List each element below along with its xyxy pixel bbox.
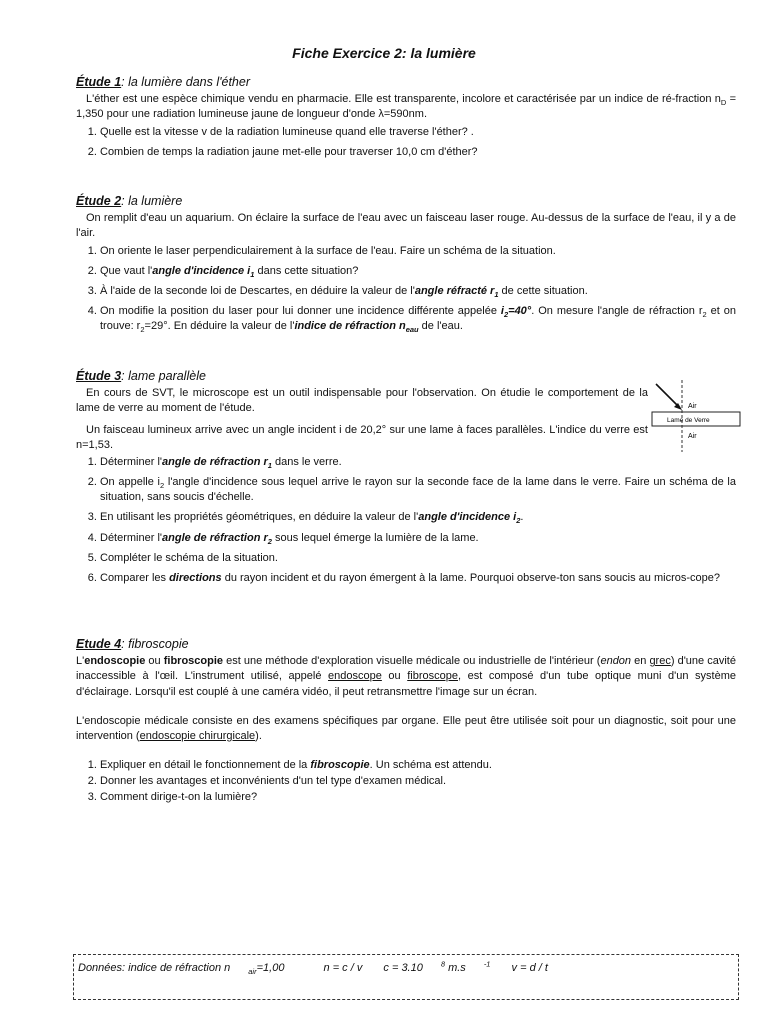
q-emphasis: fibroscopie: [310, 759, 370, 772]
question-item: [100, 304, 736, 334]
q-emphasis: angle d'incidence i: [152, 264, 251, 277]
data-text: =1,00: [256, 962, 285, 974]
superscript: -1: [483, 959, 491, 969]
q-emphasis: angle de réfraction r: [162, 455, 268, 468]
question-item: [100, 510, 736, 525]
data-text: m.s: [445, 962, 466, 974]
q-text: Que vaut l': [100, 264, 153, 277]
intro-text: = 1,350 pour une radiation lumineuse jaune de longueur d'onde λ=590nm.: [76, 93, 736, 121]
question-list: [76, 125, 736, 160]
formula-v: v = d / t: [511, 962, 548, 974]
q-text: Comparer les: [100, 571, 170, 584]
question-item: 3. Comment dirige-t-on la lumière?: [100, 790, 736, 805]
q-text: À l'aide de la seconde loi de Descartes, en déduire la valeur de l': [100, 284, 415, 297]
section-label: Etude 4: [76, 637, 122, 651]
p-text: , est composé d'un tube optique muni d'un système d'éclairage. Lorsqu'il est couplé à une caméra vidéo, il peut retransmettre l'image sur un écran.: [76, 670, 736, 698]
formula-c: [383, 959, 491, 974]
q-text: l'angle d'incidence sous lequel arrive le rayon sur la seconde face de la lame dans le verre. Faire un schéma de la situation, sans soucis d'échelle.: [100, 476, 736, 504]
p-text: L'endoscopie médicale consiste en des examens spécifiques par organe. Elle peut être utilisée soit pour un diagnostic, soit pour une intervention (: [76, 714, 736, 742]
p-bold: endoscopie: [84, 655, 146, 668]
air-top-label: Air: [688, 403, 697, 410]
q-text: Déterminer l': [100, 455, 163, 468]
q-text: et on trouve: r: [100, 305, 736, 333]
q-text: On modifie la position du laser pour lui donner une incidence différente appelée: [100, 305, 501, 318]
section-heading: [76, 636, 736, 653]
subscript: 1: [494, 290, 499, 300]
q-emphasis: directions: [169, 571, 222, 584]
p-link[interactable]: grec: [649, 655, 671, 668]
p-text: L': [76, 655, 85, 668]
section-subtitle: : la lumière: [121, 194, 183, 208]
p-text: ou: [145, 655, 164, 668]
q-text: Déterminer l': [100, 531, 163, 544]
section-label: Étude 3: [76, 369, 122, 383]
section-etude-2: [76, 193, 736, 339]
subscript: 2: [702, 310, 707, 320]
data-box: [73, 954, 739, 1000]
intro-text: L'éther est une espèce chimique vendu en pharmacie. Elle est transparente, incolore et caractérisée par un indice de ré-fraction n: [86, 93, 721, 106]
section-intro: [76, 92, 736, 122]
subscript: 1: [250, 269, 255, 279]
question-item: [100, 758, 736, 773]
data-index: [78, 962, 302, 977]
subscript: 2: [267, 536, 272, 546]
q-text: Expliquer en détail le fonctionnement de la: [100, 759, 311, 772]
subscript: D: [720, 98, 727, 108]
q-text: . Un schéma est attendu.: [369, 759, 492, 772]
q-text: =29°. En déduire la valeur de l': [144, 320, 295, 333]
subscript: 1: [267, 461, 272, 471]
plate-label: Lame de Verre: [667, 417, 710, 424]
q-text: dans cette situation?: [254, 264, 359, 277]
section-heading: [76, 74, 736, 91]
q-emphasis: i: [500, 305, 504, 318]
question-item: 5. Compléter le schéma de la situation.: [100, 551, 736, 566]
air-bottom-label: Air: [688, 433, 697, 440]
superscript: 8: [440, 959, 446, 969]
section-intro: Un faisceau lumineux arrive avec un angle incident i de 20,2° sur une lame à faces parallèles. L'indice du verre est n=1,53.: [76, 423, 648, 451]
section-subtitle: : lame parallèle: [121, 369, 206, 383]
q-emphasis: =40°: [508, 305, 532, 318]
question-item: 2. Combien de temps la radiation jaune met-elle pour traverser 10,0 cm d'éther?: [100, 145, 736, 160]
q-text: . On mesure l'angle de réfraction r: [531, 305, 703, 318]
subscript: 2: [140, 325, 145, 335]
section-label: Étude 1: [76, 75, 122, 89]
q-text: de l'eau.: [418, 320, 463, 333]
q-text: du rayon incident et du rayon émergent à la lame. Pourquoi observe-ton sans soucis au micros-cope?: [221, 571, 720, 584]
question-item: [100, 531, 736, 546]
section-heading: [76, 368, 736, 385]
subscript: 2: [503, 310, 509, 320]
section-intro: En cours de SVT, le microscope est un outil indispensable pour l'observation. On étudie le comportement de la lame de verre au moment de l'étude.: [76, 387, 648, 415]
q-text: sous lequel émerge la lumière de la lame.: [271, 531, 479, 544]
section-etude-3: [76, 368, 736, 591]
subscript: 2: [160, 481, 165, 491]
p-text: ou: [381, 670, 408, 683]
p-text: est une méthode d'exploration visuelle médicale ou industrielle de l'intérieur (: [223, 655, 601, 668]
p-link[interactable]: endoscopie chirurgicale: [139, 729, 256, 742]
p-text: en: [631, 655, 650, 668]
subscript: air: [248, 967, 257, 977]
p-bold: fibroscopie: [163, 655, 224, 668]
section-paragraph: [76, 714, 736, 744]
question-item: [100, 455, 736, 470]
subscript: eau: [405, 325, 419, 335]
glass-plate-diagram: [648, 378, 744, 454]
incident-ray: [656, 384, 680, 408]
section-intro: On remplit d'eau un aquarium. On éclaire la surface de l'eau avec un faisceau laser rouge. Au-dessus de la surface de l'eau, il y a de l'air.: [76, 212, 736, 240]
section-subtitle: : fibroscopie: [121, 637, 189, 651]
q-emphasis: angle d'incidence i: [418, 511, 517, 524]
section-etude-4: [76, 636, 736, 807]
p-link[interactable]: fibroscope: [407, 670, 458, 683]
question-item: [100, 475, 736, 505]
q-text: On appelle i: [100, 476, 161, 489]
q-text: dans le verre.: [271, 455, 342, 468]
data-row: [78, 961, 566, 976]
question-item: 1. On oriente le laser perpendiculairement à la surface de l'eau. Faire un schéma de la situation.: [100, 244, 736, 259]
section-label: Étude 2: [76, 194, 122, 208]
data-text: c = 3.10: [383, 962, 423, 974]
data-text: Données: indice de réfraction n: [78, 962, 231, 974]
question-list: [76, 758, 736, 806]
section-paragraph: [76, 654, 736, 700]
question-item: 1. Quelle est la vitesse v de la radiation lumineuse quand elle traverse l'éther? .: [100, 125, 736, 140]
formula-n: n = c / v: [323, 962, 363, 974]
question-list: [76, 455, 736, 586]
subscript: 2: [516, 516, 521, 526]
page-title: Fiche Exercice 2: la lumière: [292, 45, 476, 61]
question-item: [100, 571, 736, 586]
q-text: de cette situation.: [498, 284, 588, 297]
q-emphasis: angle réfracté r: [414, 284, 495, 297]
question-item: [100, 284, 736, 299]
p-text: ) d'une cavité inaccessible à l'œil. L'instrument utilisé, appelé: [76, 655, 736, 683]
p-link[interactable]: endoscope: [328, 670, 382, 683]
p-italic: endon: [600, 655, 632, 668]
section-subtitle: : la lumière dans l'éther: [121, 75, 250, 89]
q-text: .: [520, 511, 524, 524]
p-text: ).: [255, 729, 262, 742]
section-heading: [76, 193, 736, 210]
q-emphasis: indice de réfraction n: [294, 320, 406, 333]
question-item: [100, 264, 736, 279]
q-text: En utilisant les propriétés géométriques, en déduire la valeur de l': [100, 511, 419, 524]
question-item: 2. Donner les avantages et inconvénients d'un tel type d'examen médical.: [100, 774, 736, 789]
question-list: [76, 244, 736, 335]
section-etude-1: [76, 74, 736, 165]
q-emphasis: angle de réfraction r: [162, 531, 268, 544]
